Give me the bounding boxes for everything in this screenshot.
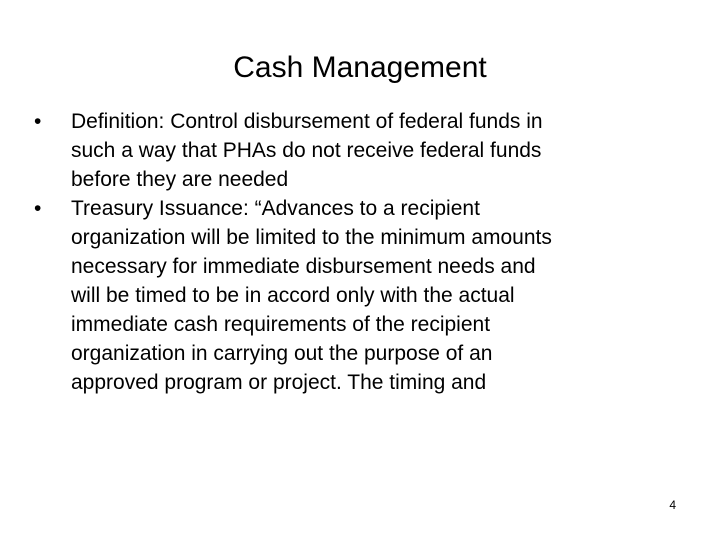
bullet-text-line: Definition: Control disbursement of federal funds in [71, 110, 543, 133]
bullet-item-definition [34, 107, 686, 194]
bullet-text-line: necessary for immediate disbursement needs and [71, 255, 536, 278]
bullet-text-line: such a way that PHAs do not receive federal funds [71, 139, 542, 162]
bullet-item-treasury-issuance [34, 194, 686, 397]
bullet-point-icon: • [34, 197, 42, 220]
bullet-text-line: will be timed to be in accord only with the actual [71, 284, 515, 307]
bullet-text-line: approved program or project. The timing and [71, 371, 487, 394]
slide-title: Cash Management [233, 51, 487, 84]
bullet-text-line: Treasury Issuance: “Advances to a recipient [71, 197, 480, 220]
page-number: 4 [669, 498, 676, 512]
bullet-text-line: immediate cash requirements of the recipient [71, 313, 491, 336]
bullet-text-line: organization in carrying out the purpose of an [71, 342, 493, 365]
bullet-point-icon: • [34, 110, 42, 133]
bullet-list [34, 107, 686, 397]
bullet-text-line: organization will be limited to the minimum amounts [71, 226, 552, 249]
bullet-text-line: before they are needed [71, 168, 289, 191]
